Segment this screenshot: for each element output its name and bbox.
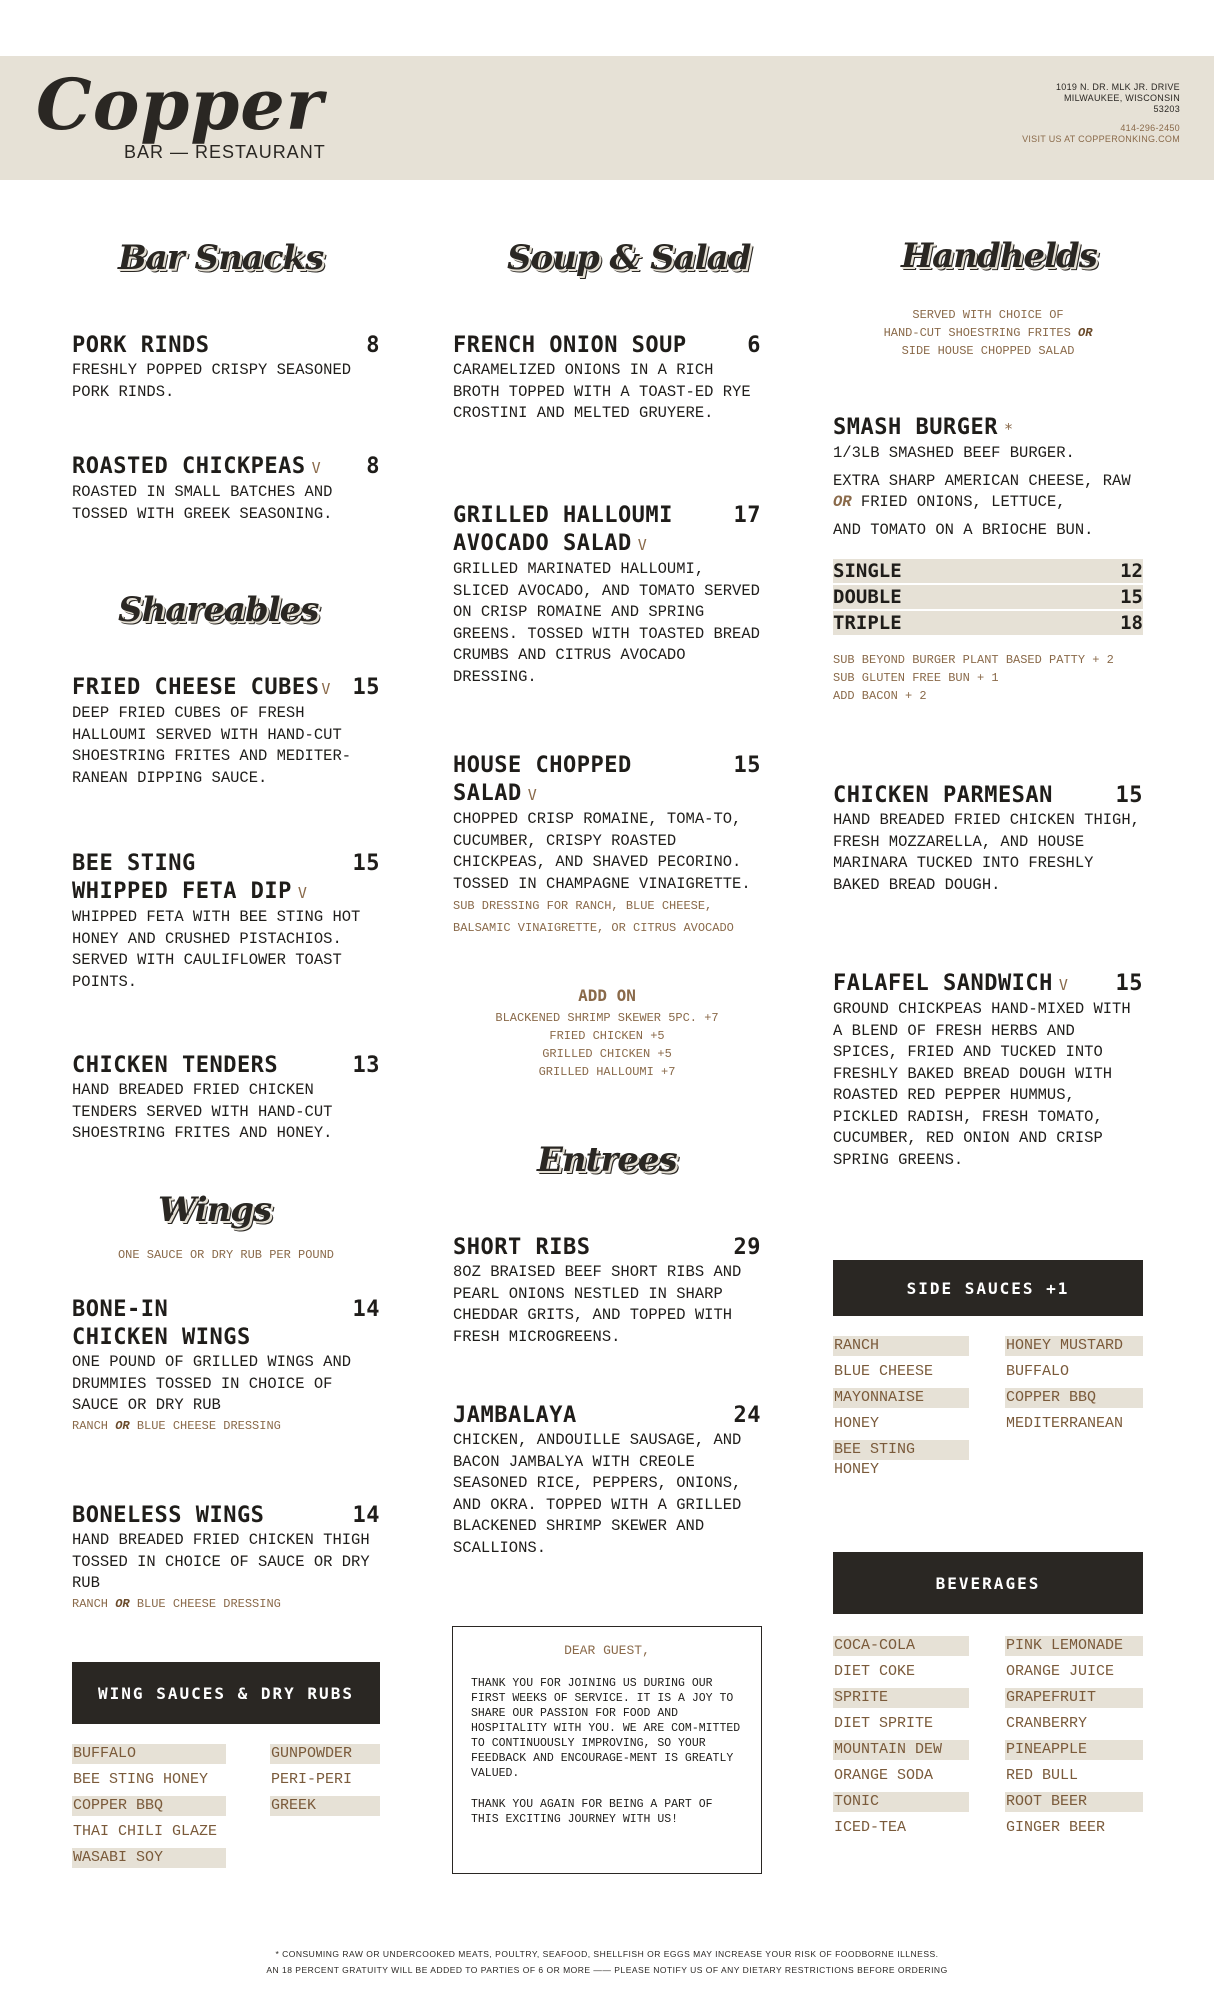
section-title-handhelds: Handhelds [901, 236, 1097, 276]
add-on-title: ADD ON [578, 986, 636, 1005]
add-on-item: BLACKENED SHRIMP SKEWER 5PC. +7 [495, 1011, 719, 1025]
dressing-note: RANCH OR BLUE CHEESE DRESSING [72, 1418, 281, 1433]
address-line2: MILWAUKEE, WISCONSIN [1063, 93, 1180, 103]
burger-sizes [833, 559, 1143, 635]
item-price: 17 [733, 503, 761, 528]
list-item: BLUE CHEESE [834, 1363, 934, 1380]
item-name: JAMBALAYA [453, 1403, 577, 1428]
item-price: 15 [733, 753, 761, 778]
list-item: COCA-COLA [833, 1636, 969, 1656]
item-name: FALAFEL SANDWICH [833, 971, 1053, 996]
item-desc: CHICKEN, ANDOUILLE SAUSAGE, AND BACON JAMBALYA WITH CREOLE SEASONED RICE, PEPPERS, ONIONS, AND OKRA. TOPPED WITH A GRILLED BLACKENED SHRIMP SKEWER AND SCALLIONS. [453, 1431, 742, 1557]
list-item: GREEK [270, 1796, 380, 1816]
item-name-line1: HOUSE CHOPPED [453, 753, 632, 778]
list-item: GUNPOWDER [270, 1744, 380, 1764]
list-item: ORANGE JUICE [1006, 1663, 1115, 1680]
section-title-bar-snacks: Bar Snacks [118, 238, 324, 278]
section-title-shareables: Shareables [118, 590, 319, 630]
handhelds-note: SERVED WITH CHOICE OF HAND-CUT SHOESTRING FRITES OR SIDE HOUSE CHOPPED SALAD [883, 308, 1093, 358]
side-sauces-header: SIDE SAUCES +1 [833, 1260, 1143, 1316]
item-name: FRENCH ONION SOUP [453, 333, 687, 358]
list-item: CRANBERRY [1006, 1715, 1088, 1732]
list-item: RED BULL [1006, 1767, 1079, 1784]
vegetarian-tag: V [297, 884, 308, 902]
list-item: RANCH [833, 1336, 969, 1356]
list-item: DIET COKE [834, 1663, 916, 1680]
raw-warning-star: * [1003, 420, 1014, 438]
address-block [1022, 82, 1180, 145]
list-item: COPPER BBQ [1005, 1388, 1143, 1408]
header-band [0, 56, 1214, 180]
item-desc: HAND BREADED FRIED CHICKEN THIGH TOSSED IN CHOICE OF SAUCE OR DRY RUB [72, 1531, 370, 1592]
list-item: DIET SPRITE [834, 1715, 934, 1732]
menu-item [72, 1296, 380, 1435]
sub-note: ADD BACON + 2 [833, 689, 927, 703]
item-desc: ONE POUND OF GRILLED WINGS AND DRUMMIES TOSSED IN CHOICE OF SAUCE OR DRY RUB [72, 1353, 352, 1414]
address-line1: 1019 N. DR. MLK JR. DRIVE [1055, 82, 1180, 92]
add-on-item: FRIED CHICKEN +5 [549, 1029, 665, 1043]
logo-wordmark: Copper [36, 63, 324, 146]
item-name-line2: CHICKEN WINGS [72, 1325, 251, 1350]
beverages-list-left [833, 1636, 969, 1844]
list-item: BUFFALO [1006, 1363, 1070, 1380]
letter-paragraph: THANK YOU AGAIN FOR BEING A PART OF THIS EXCITING JOURNEY WITH US! [471, 1798, 713, 1826]
menu-item [453, 332, 761, 425]
item-price: 15 [1115, 783, 1143, 808]
vegetarian-tag: V [311, 459, 322, 477]
menu-item [453, 1234, 761, 1348]
vegetarian-tag: V [637, 536, 648, 554]
item-price: 15 [1115, 971, 1143, 996]
item-price: 8 [366, 454, 380, 479]
gratuity-notice: AN 18 PERCENT GRATUITY WILL BE ADDED TO PARTIES OF 6 OR MORE —— PLEASE NOTIFY US OF ANY DIETARY RESTRICTIONS BEFORE ORDERING [266, 1965, 948, 1975]
dressing-note: RANCH OR BLUE CHEESE DRESSING [72, 1596, 281, 1611]
item-price: 24 [733, 1403, 761, 1428]
burger-subs [833, 651, 1143, 705]
list-item: COPPER BBQ [72, 1796, 226, 1816]
item-name-line1: BONE-IN [72, 1297, 169, 1322]
wings-note: ONE SAUCE OR DRY RUB PER POUND [117, 1248, 335, 1262]
section-title-entrees: Entrees [537, 1140, 677, 1180]
item-desc: EXTRA SHARP AMERICAN CHEESE, RAW OR FRIED ONIONS, LETTUCE, [833, 471, 1131, 511]
list-item: ROOT BEER [1005, 1792, 1143, 1812]
list-item: SPRITE [833, 1688, 969, 1708]
website: VISIT US AT COPPERONKING.COM [1022, 134, 1180, 144]
menu-item [453, 1402, 761, 1559]
section-title-soup-salad: Soup & Salad [507, 238, 751, 278]
item-name: PORK RINDS [72, 333, 210, 358]
item-name: BONELESS WINGS [72, 1503, 265, 1528]
item-name-line1: GRILLED HALLOUMI [453, 503, 673, 528]
item-name: CHICKEN TENDERS [72, 1053, 279, 1078]
item-desc: DEEP FRIED CUBES OF FRESH HALLOUMI SERVED WITH HAND-CUT SHOESTRING FRITES AND MEDITER-RANEAN DIPPING SAUCE. [72, 704, 352, 787]
menu-item [453, 502, 761, 688]
list-item: MEDITERRANEAN [1006, 1415, 1124, 1432]
item-price: 6 [747, 333, 761, 358]
list-item: HONEY [834, 1415, 880, 1432]
sub-note: SUB BEYOND BURGER PLANT BASED PATTY + 2 [833, 653, 1114, 667]
item-name: SHORT RIBS [453, 1235, 591, 1260]
menu-item [453, 752, 761, 938]
menu-item [833, 970, 1143, 1171]
list-item: MOUNTAIN DEW [833, 1740, 969, 1760]
item-desc: CARAMELIZED ONIONS IN A RICH BROTH TOPPED WITH A TOAST-ED RYE CROSTINI AND MELTED GRUYERE. [453, 361, 751, 422]
list-item: GINGER BEER [1006, 1819, 1106, 1836]
address-line3: 53203 [1153, 104, 1180, 114]
list-item: BUFFALO [72, 1744, 226, 1764]
add-on-item: GRILLED CHICKEN +5 [542, 1047, 672, 1061]
item-desc: 1/3LB SMASHED BEEF BURGER. [833, 444, 1075, 462]
letter-title: DEAR GUEST, [564, 1643, 650, 1658]
item-desc: WHIPPED FETA WITH BEE STING HOT HONEY AND CRUSHED PISTACHIOS. SERVED WITH CAULIFLOWER TOAST POINTS. [72, 908, 361, 991]
side-sauces-list-left [833, 1336, 969, 1478]
list-item: TONIC [833, 1792, 969, 1812]
item-desc: GROUND CHICKPEAS HAND-MIXED WITH A BLEND OF FRESH HERBS AND SPICES, FRIED AND TUCKED INTO FRESHLY BAKED BREAD DOUGH WITH ROASTED RED PEPPER HUMMUS, PICKLED RADISH, FRESH TOMATO, CUCUMBER, RED ONION AND CRISP SPRING GREENS. [833, 1000, 1131, 1169]
menu-item [72, 1502, 380, 1613]
list-item: HONEY MUSTARD [1005, 1336, 1143, 1356]
list-item: ORANGE SODA [834, 1767, 934, 1784]
wing-sauces-header: WING SAUCES & DRY RUBS [72, 1662, 380, 1724]
item-name-line1: BEE STING [72, 851, 196, 876]
item-desc: GRILLED MARINATED HALLOUMI, SLICED AVOCADO, AND TOMATO SERVED ON CRISP ROMAINE AND SPRING GREENS. TOSSED WITH TOASTED BREAD CRUMBS AND CITRUS AVOCADO DRESSING. [453, 560, 760, 686]
copper-logo [36, 63, 326, 163]
beverages-list-right [1005, 1636, 1143, 1844]
item-name-line2: SALAD [453, 781, 522, 806]
list-item: WASABI SOY [72, 1848, 226, 1868]
item-desc: FRESHLY POPPED CRISPY SEASONED PORK RINDS. [72, 361, 352, 401]
vegetarian-tag: V [527, 786, 538, 804]
beverages-header: BEVERAGES [833, 1552, 1143, 1614]
item-price: 13 [352, 1053, 380, 1078]
menu-item [72, 850, 380, 993]
item-name: SMASH BURGER [833, 415, 998, 440]
wing-sauces-list-left [72, 1744, 226, 1874]
size-row: SINGLE 12 [833, 560, 1143, 582]
phone: 414-296-2450 [1120, 123, 1180, 133]
item-desc: ROASTED IN SMALL BATCHES AND TOSSED WITH GREEK SEASONING. [72, 483, 333, 523]
section-title-wings: Wings [158, 1190, 272, 1230]
list-item: MAYONNAISE [833, 1388, 969, 1408]
foodborne-warning: * CONSUMING RAW OR UNDERCOOKED MEATS, POULTRY, SEAFOOD, SHELLFISH OR EGGS MAY INCREASE YOUR RISK OF FOODBORNE ILLNESS. [275, 1949, 939, 1959]
list-item: PINEAPPLE [1005, 1740, 1143, 1760]
menu-item [72, 1052, 380, 1145]
item-name-line2: AVOCADO SALAD [453, 531, 632, 556]
list-item: PINK LEMONADE [1005, 1636, 1143, 1656]
vegetarian-tag: V [1058, 976, 1069, 994]
add-on-block [453, 986, 761, 1081]
logo-subtitle: BAR — RESTAURANT [124, 142, 326, 162]
dressing-sub-note: SUB DRESSING FOR RANCH, BLUE CHEESE, BALSAMIC VINAIGRETTE, OR CITRUS AVOCADO [453, 899, 734, 935]
list-item: PERI-PERI [271, 1771, 353, 1788]
item-desc: 8OZ BRAISED BEEF SHORT RIBS AND PEARL ONIONS NESTLED IN SHARP CHEDDAR GRITS, AND TOPPED WITH FRESH MICROGREENS. [453, 1263, 742, 1346]
item-price: 14 [352, 1297, 380, 1322]
item-name: ROASTED CHICKPEAS [72, 454, 306, 479]
list-item: BEE STING HONEY [833, 1440, 969, 1460]
size-row: DOUBLE 15 [833, 586, 1143, 608]
item-price: 15 [352, 851, 380, 876]
list-item: GRAPEFRUIT [1005, 1688, 1143, 1708]
item-desc: HAND BREADED FRIED CHICKEN THIGH, FRESH MOZZARELLA, AND HOUSE MARINARA TUCKED INTO FRESHLY BAKED BREAD DOUGH. [833, 811, 1140, 894]
menu-item-smash-burger [833, 414, 1143, 705]
vegetarian-tag: V [321, 680, 331, 698]
side-sauces-list-right [1005, 1336, 1143, 1440]
item-name: FRIED CHEESE CUBES [72, 675, 320, 700]
list-item: BEE STING HONEY [73, 1771, 209, 1788]
item-desc: HAND BREADED FRIED CHICKEN TENDERS SERVED WITH HAND-CUT SHOESTRING FRITES AND HONEY. [72, 1081, 333, 1142]
letter-paragraph: THANK YOU FOR JOINING US DURING OUR FIRST WEEKS OF SERVICE. IT IS A JOY TO SHARE OUR PASSION FOR FOOD AND HOSPITALITY WITH YOU. WE ARE COM-MITTED TO CONTINUOUSLY IMPROVING, SO YOUR FEEDBACK AND ENCOURAGE-MENT IS GREATLY VALUED. [471, 1677, 741, 1780]
dear-guest-letter [452, 1626, 762, 1874]
item-price: 15 [352, 675, 380, 700]
menu-item [72, 453, 380, 525]
sub-note: SUB GLUTEN FREE BUN + 1 [833, 671, 999, 685]
menu-item [833, 782, 1143, 896]
item-desc: CHOPPED CRISP ROMAINE, TOMA-TO, CUCUMBER, CRISPY ROASTED CHICKPEAS, AND SHAVED PECORINO. TOSSED IN CHAMPAGNE VINAIGRETTE. SUB DRESSING FOR RANCH, BLUE CHEESE, BALSAMIC VINAIGRETTE, OR CITRUS AVOCADO [453, 810, 751, 935]
menu-item [72, 674, 380, 789]
item-name-line2: WHIPPED FETA DIP [72, 879, 292, 904]
list-item: THAI CHILI GLAZE [73, 1823, 218, 1840]
footer-disclaimer [0, 1946, 1214, 1978]
menu-item [72, 332, 380, 403]
item-price: 14 [352, 1503, 380, 1528]
add-on-item: GRILLED HALLOUMI +7 [538, 1065, 676, 1079]
item-name: CHICKEN PARMESAN [833, 783, 1053, 808]
list-item: ICED-TEA [834, 1819, 907, 1836]
wing-sauces-list-right [270, 1744, 380, 1822]
size-row: TRIPLE 18 [833, 612, 1143, 634]
item-price: 8 [366, 333, 380, 358]
item-desc: AND TOMATO ON A BRIOCHE BUN. [833, 520, 1094, 539]
item-price: 29 [733, 1235, 761, 1260]
